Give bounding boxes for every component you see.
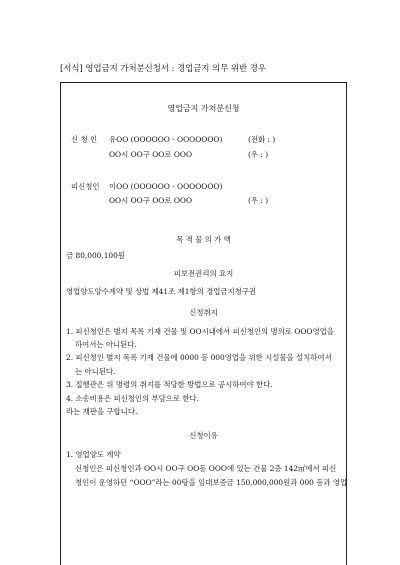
purpose-item-1-cont: 하여서는 아니된다. bbox=[75, 340, 137, 349]
purpose-heading: 신청취지 bbox=[189, 308, 218, 317]
reason-line-2: 청인이 운영하던 “OOO”라는 00탕을 임대보증금 150,000,000원과 000 등과 영업 bbox=[75, 478, 348, 487]
reason-subheading: 1. 영업양도 계약 bbox=[66, 450, 121, 459]
applicant-postal: (우 : ) bbox=[248, 150, 269, 159]
reason-heading: 신청이유 bbox=[189, 431, 218, 440]
respondent-address: OO시 OO구 OO로 OOO bbox=[109, 196, 192, 205]
applicant-address: OO시 OO구 OO로 OOO bbox=[109, 150, 192, 159]
applicant-name: 유OO (OOOOOO - OOOOOOO) bbox=[109, 135, 223, 144]
purpose-item-2: 2. 피신청인 별지 목록 기재 건물에 0000 등 000영업을 위한 시설물을 설치하여서 bbox=[66, 353, 332, 362]
claim-value: 금 80,000,100원 bbox=[66, 251, 125, 260]
respondent-postal: (우 : ) bbox=[248, 196, 269, 205]
form-caption: [서식] 영업금지 가처분신청서 : 경업금지 의무 위반 경우 bbox=[60, 63, 266, 73]
document-frame bbox=[60, 82, 347, 565]
respondent-label: 피신청인 bbox=[71, 182, 100, 191]
purpose-item-4: 4. 소송비용은 피신청인의 부담으로 한다. bbox=[66, 394, 200, 403]
reason-line-1: 신청인은 피신청인과 OO시 OO구 OO동 OOO에 있는 건물 2층 142㎡에서 피신 bbox=[75, 464, 337, 473]
purpose-item-1: 1. 피신청인은 별지 목록 기재 건물 및 OO시내에서 피신청인의 명의로 OOO영업을 bbox=[66, 327, 334, 336]
purpose-closing: 라는 재판을 구합니다. bbox=[66, 407, 138, 416]
document-title: 영업금지 가처분신청 bbox=[167, 104, 240, 113]
claim-value-heading: 목 적 물 의 가 액 bbox=[176, 235, 231, 244]
purpose-item-3: 3. 집행관은 위 명령의 취지를 적당한 방법으로 공시하여야 한다. bbox=[66, 380, 273, 389]
protected-right: 영업양도양수계약 및 상법 제41조 제1항의 경업금지청구권 bbox=[66, 287, 257, 296]
respondent-name: 이OO (OOOOOO - OOOOOOO) bbox=[109, 182, 223, 191]
protected-right-heading: 피보전권리의 요지 bbox=[173, 269, 234, 278]
applicant-phone: (전화 : ) bbox=[248, 135, 276, 144]
applicant-label: 신 청 인 bbox=[71, 135, 98, 144]
purpose-item-2-cont: 는 아니된다. bbox=[75, 367, 116, 376]
